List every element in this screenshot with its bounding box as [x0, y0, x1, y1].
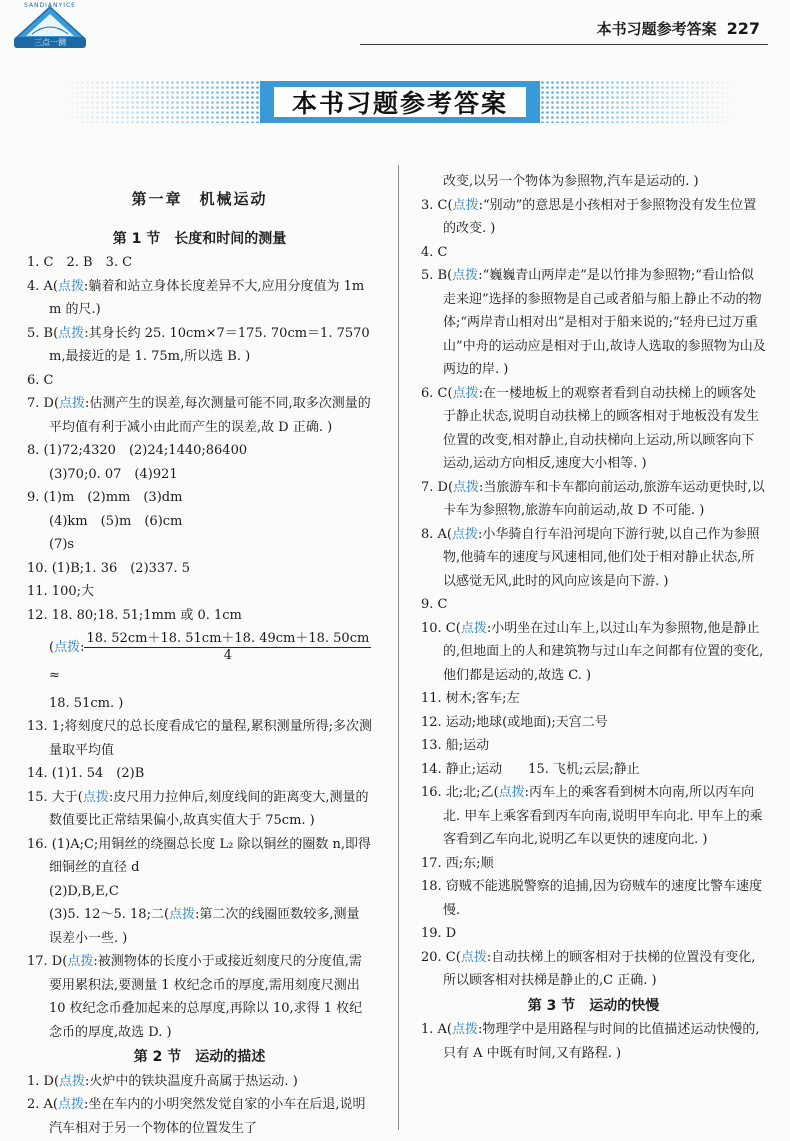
s2-answer-7 — [421, 476, 766, 523]
answer-number: 6. C( — [421, 385, 453, 401]
fraction-denominator: 4 — [223, 648, 233, 663]
s2-answer-17: 17. 西;东;顺 — [421, 855, 494, 871]
s2-answer-2-cont: 改变,以另一个物体为参照物,汽车是运动的. ) — [443, 174, 699, 189]
s2-answer-5 — [421, 264, 766, 382]
column-divider — [398, 165, 399, 1130]
running-title: 本书习题参考答案 — [596, 20, 717, 38]
hint-text: :“巍巍青山两岸走”是以竹排为参照物;“看山恰似走来迎”选择的参照物是自己或者船与船上静止不动的物体;“两岸青山相对出”是相对于船来说的;“轻舟已过万重山”中舟的运动应是相对于山,故诗人选取的参照物为山及两边的岸. ) — [443, 268, 766, 377]
hint-label: 点拨 — [67, 954, 94, 969]
s2-answer-9: 9. C — [421, 597, 448, 612]
hint-text: :小明坐在过山车上,以过山车为参照物,他是静止的,但地面上的人和建筑物与过山车之间都有位置的变化,他们都是运动的,故选 C. ) — [443, 620, 764, 683]
hint-label: 点拨 — [169, 907, 196, 922]
hint-label: 点拨 — [452, 197, 479, 213]
hint-label: 点拨 — [452, 268, 479, 283]
section-title-2: 第 2 节 运动的描述 — [133, 1049, 266, 1065]
hint-text: :自动扶梯上的顾客相对于扶梯的位置没有变化,所以顾客相对扶梯是静止的,C 正确. ) — [443, 949, 756, 988]
answer-8-line2: (3)70;0. 07 (4)921 — [49, 466, 178, 482]
answer-number: 20. C( — [421, 949, 461, 965]
s2-answer-20 — [421, 946, 766, 993]
answer-10: 10. (1)B;1. 36 (2)337. 5 — [27, 560, 190, 576]
answer-number: 4. A( — [27, 278, 58, 294]
hint-text: :物理学中是用路程与时间的比值描述运动快慢的,只有 A 中既有时间,又有路程. ) — [443, 1022, 760, 1061]
running-header — [597, 18, 760, 39]
s2-answer-8 — [421, 523, 766, 594]
s2-answer-4: 4. C — [421, 244, 448, 260]
hint-text: :“别动”的意思是小孩相对于参照物没有发生位置的改变. ) — [443, 197, 757, 236]
answer-14: 14. (1)1. 54 (2)B — [27, 766, 145, 781]
answer-number: 10. C( — [421, 620, 461, 636]
s2-answer-1 — [27, 1070, 372, 1094]
s2-answer-14-15: 14. 静止;运动 15. 飞机;云层;静止 — [421, 761, 640, 777]
hint-label: 点拨 — [59, 396, 86, 411]
answer-text: (3)5. 12～5. 18;二( — [49, 907, 170, 922]
answer-number: 7. D( — [27, 396, 60, 411]
s2-answer-11: 11. 树木;客车;左 — [421, 691, 520, 706]
answer-9-line1: 9. (1)m (2)mm (3)dm — [27, 490, 183, 505]
average-fraction — [84, 631, 371, 664]
hint-text: :皮尺用力拉伸后,刻度线间的距离变大,测量的数值要比正常结果偏小,故真实值大于 75cm. ) — [49, 789, 369, 828]
answer-number: 5. B( — [421, 268, 453, 283]
header-rule — [360, 44, 768, 45]
answer-number: 17. D( — [27, 954, 68, 969]
answer-11: 11. 100;大 — [27, 584, 94, 599]
answer-16-part1: 16. (1)A;C;用铜丝的绕圈总长度 L₂ 除以铜丝的圈数 n,即得细铜丝的直径 d — [27, 836, 372, 875]
section-title-3: 第 3 节 运动的快慢 — [527, 997, 660, 1014]
hint-label: 点拨 — [452, 526, 479, 542]
hint-label: 点拨 — [54, 640, 81, 655]
page-header — [0, 0, 790, 52]
answer-5 — [27, 322, 372, 369]
hint-label: 点拨 — [58, 278, 85, 294]
answer-number: 1. A( — [421, 1022, 452, 1037]
logo-text: 三点一测 — [34, 38, 66, 47]
s2-answer-10 — [421, 617, 766, 688]
answer-number: 16. 北;北;乙( — [421, 785, 499, 800]
s2-answer-18: 18. 窃贼不能逃脱警察的追捕,因为窃贼车的速度比警车速度慢. — [421, 879, 762, 918]
answer-17 — [27, 950, 372, 1044]
hint-text: :丙车上的乘客看到树木向南,所以丙车向北. 甲车上乘客看到丙车向南,说明甲车向北. 甲车上的乘客看到乙车向北,说明乙车以更快的速度向北. ) — [443, 785, 763, 847]
hint-label: 点拨 — [452, 385, 479, 401]
answer-16-part3 — [27, 903, 372, 950]
left-column — [27, 168, 372, 1140]
hint-text: :小华骑自行车沿河堤向下游行驶,以自己作为参照物,他骑车的速度与风速相同,他们处于相对静止状态,所以感觉无风,此时的风向应该是向下游. ) — [443, 526, 760, 589]
hint-label: 点拨 — [58, 1097, 85, 1112]
s2-answer-16 — [421, 781, 766, 852]
answer-6: 6. C — [27, 372, 54, 388]
hint-text: :第二次的线圈匝数较多,测量误差小一些. ) — [49, 907, 360, 946]
s2-answer-19: 19. D — [421, 926, 457, 941]
answer-7 — [27, 392, 372, 439]
right-column — [421, 170, 766, 1065]
hint-label: 点拨 — [460, 620, 487, 636]
answer-number: 2. A( — [27, 1097, 58, 1112]
answer-15 — [27, 786, 372, 833]
hint-label: 点拨 — [453, 479, 480, 495]
answer-12: 12. 18. 80;18. 51;1mm 或 0. 1cm — [27, 607, 242, 623]
page-number: 227 — [726, 19, 760, 38]
logo-arc-text: SANDIANYICE — [24, 2, 76, 9]
hint-text: :坐在车内的小明突然发觉自家的小车在后退,说明汽车相对于另一个物体的位置发生了 — [49, 1097, 366, 1136]
hint-label: 点拨 — [460, 949, 487, 965]
fraction-numerator: 18. 52cm＋18. 51cm＋18. 49cm＋18. 50cm — [86, 631, 370, 646]
answer-number: 3. C( — [421, 197, 453, 213]
answer-8-line1: 8. (1)72;4320 (2)24;1440;86400 — [27, 443, 248, 458]
answer-4 — [27, 275, 372, 322]
approx-sign: ≈ — [49, 668, 60, 683]
answer-12-result: 18. 51cm. ) — [49, 695, 124, 711]
answer-13: 13. 1;将刻度尺的总长度看成它的量程,累积测量所得;多次测量取平均值 — [27, 719, 372, 758]
hint-text: :躺着和站立身体长度差异不大,应用分度值为 1mm 的尺.) — [49, 278, 365, 317]
s2-answer-2 — [27, 1093, 372, 1140]
section-title-1: 第 1 节 长度和时间的测量 — [112, 230, 287, 247]
answer-number: 15. 大于( — [27, 789, 83, 805]
hint-label: 点拨 — [59, 1073, 86, 1089]
chapter-title: 第一章 机械运动 — [131, 190, 268, 208]
hint-label: 点拨 — [452, 1022, 479, 1037]
s2-answer-13: 13. 船;运动 — [421, 738, 490, 753]
s3-answer-1 — [421, 1018, 766, 1065]
answer-16-part2: (2)D,B,E,C — [49, 883, 119, 899]
answer-number: 1. D( — [27, 1073, 60, 1089]
answer-12-formula: (点拨: $\frac{18. 52cm+18. 51cm+18. 49cm+18. 50cm}{4}$ ≈ — [49, 631, 370, 683]
hint-text: :其身长约 25. 10cm×7＝175. 70cm＝1. 7570m,最接近的是 1. 75m,所以选 B. ) — [49, 325, 370, 364]
hint-label: 点拨 — [82, 789, 109, 805]
answer-9-line2: (4)km (5)m (6)cm — [49, 513, 183, 529]
banner-title: 本书习题参考答案 — [291, 89, 508, 118]
answer-number: 5. B( — [27, 325, 59, 341]
hint-text: :估测产生的误差,每次测量可能不同,取多次测量的平均值有利于减小由此而产生的误差,故 D 正确. ) — [49, 396, 371, 435]
s2-answer-3 — [421, 194, 766, 241]
hint-text: :被测物体的长度小于或接近刻度尺的分度值,需要用累积法,要测量 1 枚纪念币的厚度,需用刻度尺测出 10 枚纪念币叠加起来的总厚度,再除以 10,求得 1 枚纪念币的厚度,故选 D. ) — [49, 954, 363, 1040]
answer-9-line3: (7)s — [49, 537, 75, 552]
hint-text: :当旅游车和卡车都向前运动,旅游车运动更快时,以卡车为参照物,旅游车向前运动,故 D 不可能. ) — [443, 479, 765, 518]
answer-number: 8. A( — [421, 526, 452, 542]
hint-text: :在一楼地板上的观察者看到自动扶梯上的顾客处于静止状态,说明自动扶梯上的顾客相对于地板没有发生位置的改变,相对静止,自动扶梯向上运动,所以顾客向下运动,运动方向相反,速度大小相等. ) — [443, 385, 760, 471]
title-banner — [60, 75, 740, 129]
hint-label: 点拨 — [498, 785, 525, 800]
s2-answer-6 — [421, 382, 766, 476]
s2-answer-12: 12. 运动;地球(或地面);天宫二号 — [421, 714, 608, 730]
hint-label: 点拨 — [58, 325, 85, 341]
answer-1-3: 1. C 2. B 3. C — [27, 255, 133, 270]
answer-number: 7. D( — [421, 479, 454, 495]
hint-text: :火炉中的铁块温度升高属于热运动. ) — [85, 1073, 298, 1089]
